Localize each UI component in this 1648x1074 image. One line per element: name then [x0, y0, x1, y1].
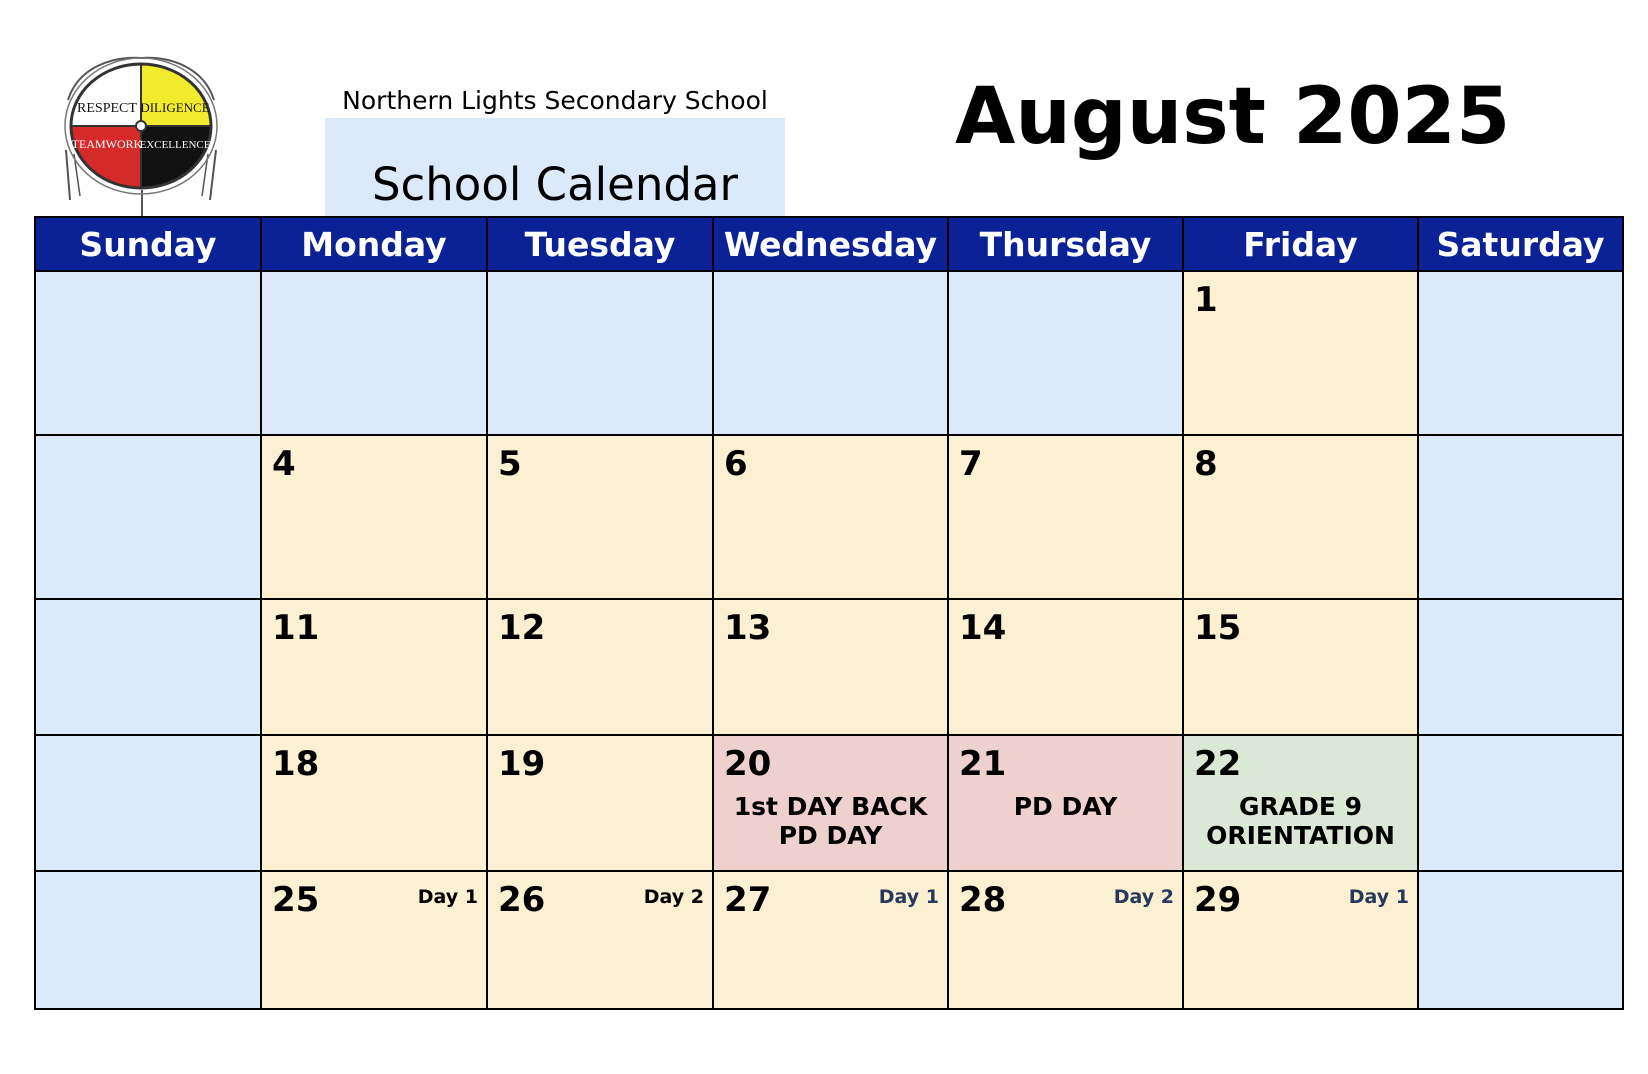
logo-word-excellence: EXCELLENCE: [139, 139, 211, 151]
weekday-header-saturday: Saturday: [1418, 217, 1623, 271]
empty-day-cell: [35, 599, 261, 735]
week-row: [35, 435, 1623, 599]
day-number: 11: [272, 608, 320, 648]
day-cell-18[interactable]: [261, 735, 487, 871]
day-cell-22[interactable]: [1183, 735, 1418, 871]
event-label: [714, 792, 947, 850]
empty-day-cell: [35, 435, 261, 599]
day-cell-6[interactable]: [713, 435, 948, 599]
logo-word-respect: RESPECT: [77, 101, 137, 116]
school-logo: [56, 50, 226, 222]
empty-day-cell: [713, 271, 948, 435]
day-cell-26[interactable]: [487, 871, 713, 1009]
event-line: 1st DAY BACK: [733, 792, 928, 821]
day-number: 1: [1194, 280, 1218, 320]
day-number: 25: [272, 880, 320, 920]
week-row: [35, 735, 1623, 871]
day-cell-12[interactable]: [487, 599, 713, 735]
day-number: 15: [1194, 608, 1242, 648]
day-number: 28: [959, 880, 1007, 920]
calendar-grid: [34, 216, 1624, 1010]
day-cell-19[interactable]: [487, 735, 713, 871]
empty-day-cell: [1418, 735, 1623, 871]
weekday-header-tuesday: Tuesday: [487, 217, 713, 271]
empty-day-cell: [35, 871, 261, 1009]
day-number: 27: [724, 880, 772, 920]
event-line: GRADE 9: [1238, 792, 1363, 821]
day-cell-4[interactable]: [261, 435, 487, 599]
weekday-header: [35, 217, 1623, 271]
day-cell-28[interactable]: [948, 871, 1183, 1009]
day-cell-1[interactable]: [1183, 271, 1418, 435]
empty-day-cell: [1418, 871, 1623, 1009]
event-label: [949, 792, 1182, 821]
rotation-day-label: Day 1: [878, 886, 939, 908]
rotation-day-label: Day 1: [1348, 886, 1409, 908]
calendar-label: School Calendar: [371, 158, 739, 211]
day-cell-21[interactable]: [948, 735, 1183, 871]
day-cell-29[interactable]: [1183, 871, 1418, 1009]
empty-day-cell: [1418, 435, 1623, 599]
school-name: Northern Lights Secondary School: [342, 86, 768, 115]
day-cell-5[interactable]: [487, 435, 713, 599]
day-number: 18: [272, 744, 320, 784]
rotation-day-label: Day 1: [417, 886, 478, 908]
day-cell-20[interactable]: [713, 735, 948, 871]
empty-day-cell: [35, 735, 261, 871]
weekday-header-sunday: Sunday: [35, 217, 261, 271]
day-number: 8: [1194, 444, 1218, 484]
day-cell-27[interactable]: [713, 871, 948, 1009]
event-line: PD DAY: [1013, 792, 1118, 821]
event-label: [1184, 792, 1417, 850]
empty-day-cell: [1418, 599, 1623, 735]
day-cell-11[interactable]: [261, 599, 487, 735]
logo-word-teamwork: TEAMWORK: [71, 137, 143, 151]
day-cell-25[interactable]: [261, 871, 487, 1009]
day-number: 4: [272, 444, 296, 484]
day-number: 13: [724, 608, 772, 648]
calendar-label-box: [325, 118, 785, 218]
day-number: 12: [498, 608, 546, 648]
day-number: 7: [959, 444, 983, 484]
event-line: PD DAY: [778, 821, 883, 850]
day-number: 21: [959, 744, 1007, 784]
day-number: 14: [959, 608, 1007, 648]
day-number: 22: [1194, 744, 1242, 784]
day-number: 19: [498, 744, 546, 784]
empty-day-cell: [487, 271, 713, 435]
weekday-header-wednesday: Wednesday: [713, 217, 948, 271]
rotation-day-label: Day 2: [1113, 886, 1174, 908]
day-number: 26: [498, 880, 546, 920]
day-number: 5: [498, 444, 522, 484]
day-cell-8[interactable]: [1183, 435, 1418, 599]
day-cell-7[interactable]: [948, 435, 1183, 599]
weekday-header-friday: Friday: [1183, 217, 1418, 271]
weekday-header-monday: Monday: [261, 217, 487, 271]
day-number: 29: [1194, 880, 1242, 920]
week-row: [35, 271, 1623, 435]
week-row: [35, 599, 1623, 735]
weekday-header-thursday: Thursday: [948, 217, 1183, 271]
empty-day-cell: [1418, 271, 1623, 435]
day-cell-14[interactable]: [948, 599, 1183, 735]
week-row: [35, 871, 1623, 1009]
logo-word-diligence: DILIGENCE: [140, 100, 210, 115]
day-cell-13[interactable]: [713, 599, 948, 735]
empty-day-cell: [261, 271, 487, 435]
rotation-day-label: Day 2: [643, 886, 704, 908]
empty-day-cell: [35, 271, 261, 435]
day-cell-15[interactable]: [1183, 599, 1418, 735]
month-title: August 2025: [955, 72, 1511, 162]
day-number: 6: [724, 444, 748, 484]
empty-day-cell: [948, 271, 1183, 435]
day-number: 20: [724, 744, 772, 784]
event-line: ORIENTATION: [1206, 821, 1395, 850]
